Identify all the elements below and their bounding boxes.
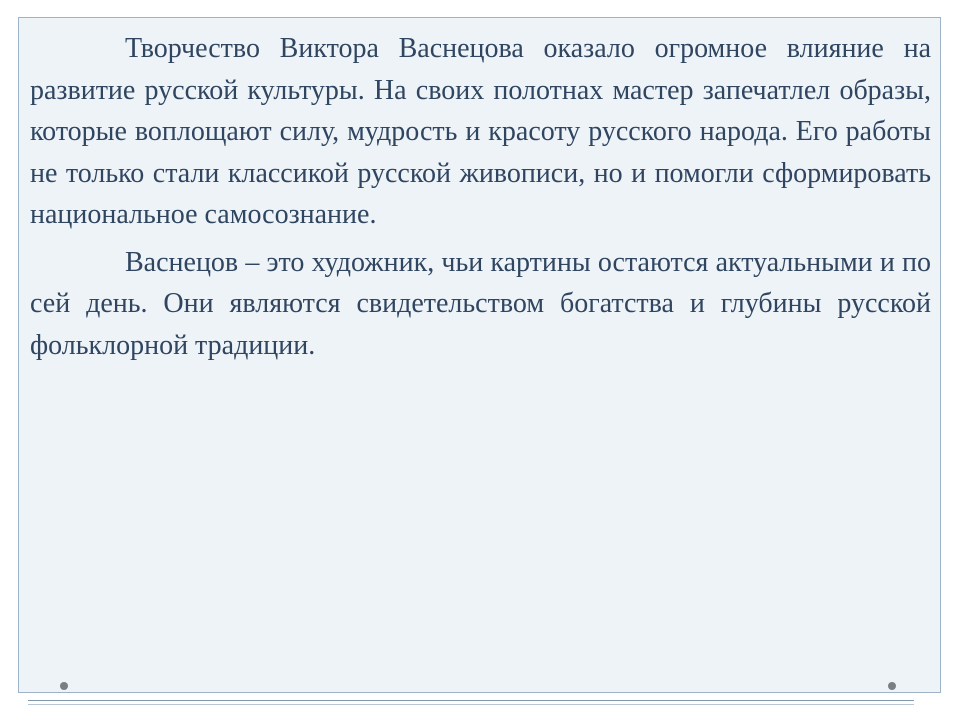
- paragraph-2: Васнецов – это художник, чьи картины остаются актуальными и по сей день. Они являются свидетельством богатства и глубины русской фольклорной традиции.: [30, 246, 931, 361]
- bottom-rule: [28, 700, 914, 701]
- decorative-dot-right: [888, 682, 896, 690]
- bottom-rule-secondary: [28, 704, 914, 705]
- paragraph-1: Творчество Виктора Васнецова оказало огромное влияние на развитие русской культуры. На своих полотнах мастер запечатлел образы, которые воплощают силу, мудрость и красоту русского народа. Его работы не только стали классикой русской живописи, но и помогли сформировать национальное самосознание.: [30, 33, 931, 230]
- slide-body: [30, 28, 931, 372]
- decorative-dot-left: [60, 682, 68, 690]
